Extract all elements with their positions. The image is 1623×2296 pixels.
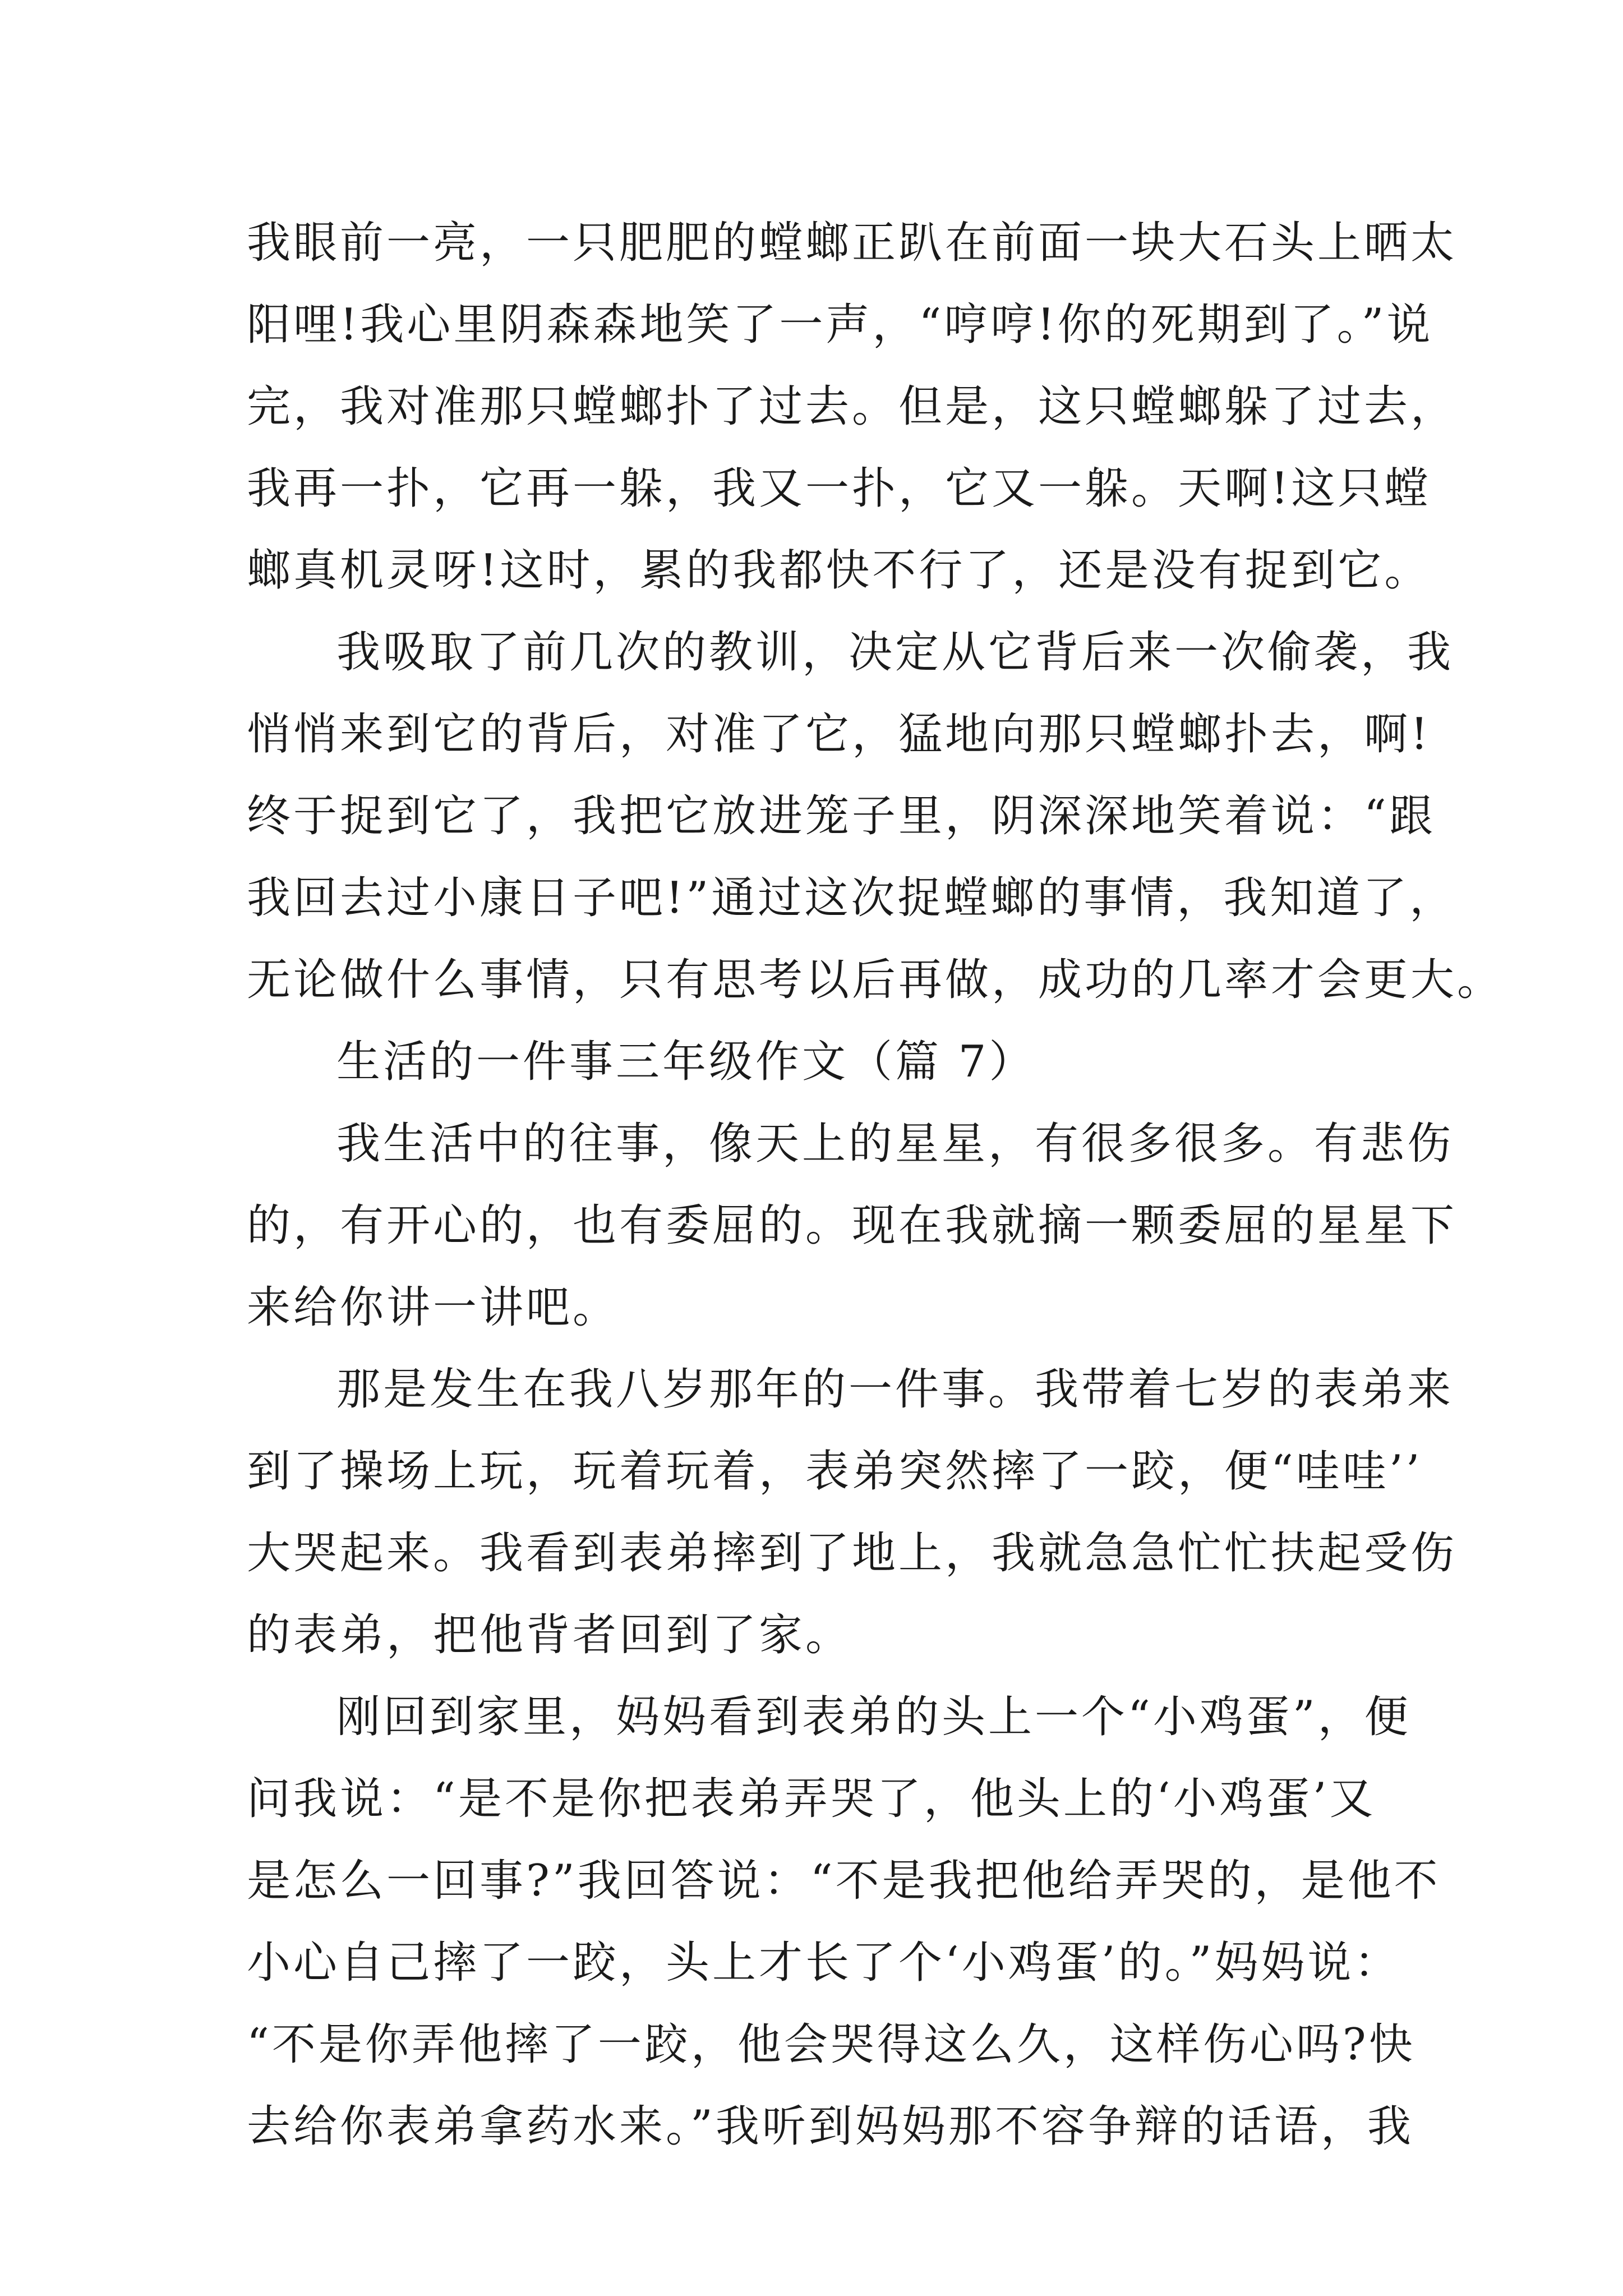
text-line: 无论做什么事情，只有思考以后再做，成功的几率才会更大。: [247, 955, 1504, 1005]
text-line: 螂真机灵呀!这时，累的我都快不行了，还是没有捉到它。: [247, 545, 1431, 596]
paragraph-start-line: 那是发生在我八岁那年的一件事。我带着七岁的表弟来: [336, 1364, 1454, 1415]
text-line: 完，我对准那只螳螂扑了过去。但是，这只螳螂躲了过去，: [247, 381, 1458, 432]
text-line: 我再一扑，它再一躲，我又一扑，它又一躲。天啊!这只螳: [247, 463, 1431, 514]
paragraph-start-line: 我吸取了前几次的教训，决定从它背后来一次偷袭，我: [336, 627, 1454, 678]
paragraph-start-line: 我生活中的往事，像天上的星星，有很多很多。有悲伤: [336, 1119, 1454, 1169]
text-line: 大哭起来。我看到表弟摔到了地上，我就急急忙忙扶起受伤: [247, 1528, 1458, 1579]
text-line: 我回去过小康日子吧!”通过这次捉螳螂的事情，我知道了，: [247, 873, 1456, 923]
text-line: 去给你表弟拿药水来。”我听到妈妈那不容争辩的话语，我: [247, 2101, 1414, 2152]
text-line: “不是你弄他摔了一跤，他会哭得这么久，这样伤心吗?快: [247, 2019, 1415, 2070]
section-heading: 生活的一件事三年级作文（篇 7）: [336, 1037, 1036, 1087]
text-line: 我眼前一亮，一只肥肥的螳螂正趴在前面一块大石头上晒太: [247, 218, 1458, 268]
text-line: 到了操场上玩，玩着玩着，表弟突然摔了一跤，便“哇哇’’: [247, 1446, 1423, 1497]
text-line: 终于捉到它了，我把它放进笼子里，阴深深地笑着说：“跟: [247, 791, 1436, 841]
text-line: 小心自己摔了一跤，头上才长了个‘小鸡蛋’的。”妈妈说：: [247, 1938, 1401, 1988]
text-line: 的表弟，把他背者回到了家。: [247, 1610, 852, 1660]
paragraph-start-line: 刚回到家里，妈妈看到表弟的头上一个“小鸡蛋”，便: [336, 1692, 1411, 1742]
text-line: 问我说：“是不是你把表弟弄哭了，他头上的‘小鸡蛋’又: [247, 1774, 1376, 1824]
body-text: [247, 202, 1504, 2168]
text-line: 来给你讲一讲吧。: [247, 1282, 620, 1333]
text-line: 是怎么一回事?”我回答说：“不是我把他给弄哭的，是他不: [247, 1856, 1441, 1906]
text-line: 的，有开心的，也有委屈的。现在我就摘一颗委屈的星星下: [247, 1200, 1458, 1251]
text-line: 悄悄来到它的背后，对准了它，猛地向那只螳螂扑去，啊!: [247, 709, 1431, 760]
text-line: 阳哩!我心里阴森森地笑了一声，“哼哼!你的死期到了。”说: [247, 300, 1433, 350]
